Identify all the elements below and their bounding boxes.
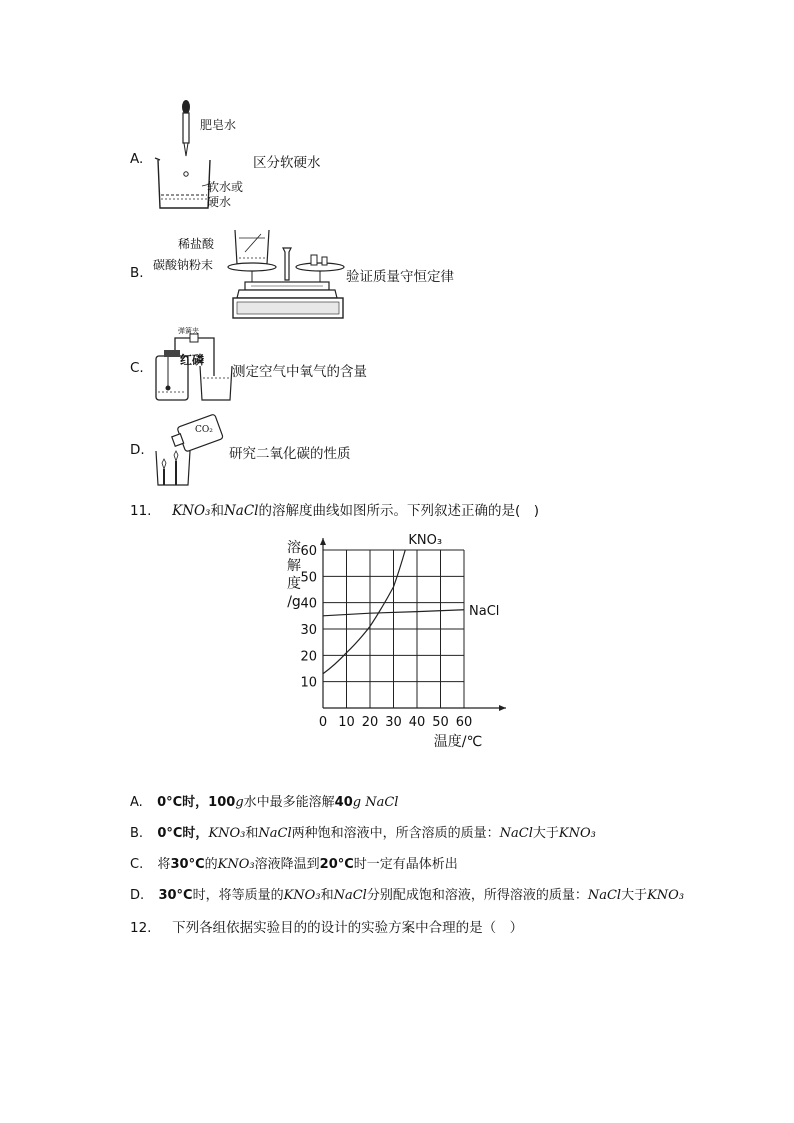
- q11-option-a[interactable]: [130, 791, 398, 810]
- question-11-stem: [130, 499, 539, 519]
- connector-and: 和: [210, 503, 224, 519]
- dropper-tube: [183, 113, 189, 143]
- q11-a-mass: 100: [208, 795, 236, 810]
- q11-d-text-c: 分别配成饱和溶液，所得溶液的质量：: [366, 888, 588, 903]
- formula-kno3: KNO₃: [172, 503, 211, 519]
- label-soap-water: 肥皂水: [200, 118, 237, 132]
- q11-option-c[interactable]: [130, 853, 458, 872]
- phosphorus-spoon: [166, 386, 171, 391]
- x-tick-label: 50: [432, 715, 449, 730]
- x-axis-label: 温度/℃: [433, 734, 483, 750]
- q11-d-f2: NaCl: [333, 888, 367, 903]
- left-pan: [228, 263, 276, 271]
- balance-pillar: [283, 248, 291, 280]
- q11-option-d-letter: D.: [130, 888, 145, 903]
- q11-b-text-c: 两种饱和溶液中，所含溶质的质量：: [291, 826, 500, 841]
- bottle-stopper: [164, 350, 180, 357]
- label-soft-or: 软水或: [207, 180, 244, 194]
- q11-option-b[interactable]: [130, 822, 596, 841]
- y-tick-label: 30: [300, 623, 317, 638]
- question-12-number: 12.: [130, 920, 152, 936]
- q11-b-f2: NaCl: [258, 826, 292, 841]
- balance-base-panel: [237, 302, 339, 314]
- x-tick-label: 30: [385, 715, 402, 730]
- question-12-stem: [130, 916, 523, 936]
- question-11-text: 的溶解度曲线如图所示。下列叙述正确的是( ): [258, 503, 540, 519]
- q11-option-c-letter: C.: [130, 857, 144, 872]
- q11-d-text-a: 时，将等质量的: [192, 888, 284, 903]
- tube-in-beaker: [245, 234, 261, 252]
- flame-low: [162, 459, 166, 469]
- question-12-text: 下列各组依据实验目的的设计的实验方案中合理的是（ ）: [172, 920, 524, 936]
- q11-a-solute: g NaCl: [352, 795, 399, 810]
- weight-2: [322, 257, 327, 265]
- q11-c-t2: 20°C: [319, 857, 354, 872]
- dropper-tip: [184, 143, 188, 156]
- q11-a-temp: 0°C时，: [157, 795, 209, 810]
- y-axis-label: 解: [287, 558, 301, 574]
- y-tick-label: 60: [300, 544, 317, 559]
- water-beaker: [200, 366, 232, 400]
- x-tick-label: 10: [338, 715, 355, 730]
- candle-beaker: [156, 451, 190, 485]
- x-tick-label: 20: [361, 715, 379, 730]
- label-co2: CO₂: [195, 425, 213, 435]
- y-axis-label: 溶: [287, 540, 301, 556]
- y-tick-label: 40: [300, 596, 317, 612]
- flame-high: [174, 451, 178, 461]
- balance-beaker: [235, 230, 269, 264]
- q11-c-text-b: 的: [204, 857, 218, 872]
- q11-c-t1: 30°C: [170, 857, 205, 872]
- y-tick-label: 50: [300, 570, 317, 586]
- y-axis-label: /g: [287, 594, 301, 610]
- beaker-lip: [155, 158, 160, 160]
- q11-a-text: 水中最多能溶解: [243, 795, 335, 810]
- y-axis-arrow: [320, 538, 326, 545]
- q11-d-text-b: 和: [320, 888, 334, 903]
- y-axis-label: 度: [287, 576, 301, 592]
- label-red-phosphorus: 红磷: [180, 353, 205, 367]
- q11-option-b-letter: B.: [130, 826, 144, 841]
- option-b-caption: 验证质量守恒定律: [346, 269, 454, 285]
- weight-1: [311, 255, 317, 265]
- q11-b-f4: KNO₃: [558, 826, 596, 841]
- dropper-bulb: [182, 100, 190, 114]
- option-d-letter: D.: [130, 442, 145, 458]
- x-tick-label: 40: [408, 715, 426, 730]
- q11-b-text-d: 大于: [532, 826, 559, 841]
- q11-b-f1: KNO₃: [208, 826, 246, 841]
- balance-figure: [225, 222, 350, 322]
- q11-d-f1: KNO₃: [283, 888, 321, 903]
- option-b-letter: B.: [130, 265, 144, 281]
- option-a-letter: A.: [130, 151, 144, 167]
- label-sodium-carbonate: 碳酸钠粉末: [153, 258, 214, 272]
- q11-b-text-b: 和: [245, 826, 259, 841]
- label-spring-clamp: 弹簧夹: [178, 327, 199, 335]
- series-label-nacl: NaCl: [469, 603, 500, 619]
- balance-base-top: [237, 290, 337, 298]
- q11-b-f3: NaCl: [499, 826, 533, 841]
- option-c-caption: 测定空气中氧气的含量: [232, 364, 367, 380]
- x-axis-arrow: [499, 705, 506, 711]
- q11-c-text-c: 溶液降温到: [254, 857, 320, 872]
- q11-b-text-a: 0°C时，: [157, 826, 209, 841]
- solubility-chart: [280, 528, 520, 753]
- x-tick-label: 0: [318, 715, 328, 730]
- q11-c-f1: KNO₃: [217, 857, 255, 872]
- q11-a-unit: g: [235, 795, 244, 810]
- option-d-caption: 研究二氧化碳的性质: [229, 446, 351, 462]
- q11-d-f4: KNO₃: [647, 888, 685, 903]
- q11-c-text-d: 时一定有晶体析出: [353, 857, 458, 872]
- q11-d-t1: 30°C: [158, 888, 193, 903]
- drop: [184, 172, 188, 176]
- option-a-caption: 区分软硬水: [253, 155, 321, 171]
- question-11-number: 11.: [130, 503, 152, 519]
- q11-d-f3: NaCl: [587, 888, 622, 903]
- co2-pouring-figure: [152, 413, 230, 487]
- q11-option-a-letter: A.: [130, 795, 143, 810]
- option-c-letter: C.: [130, 360, 144, 376]
- label-hard-water: 硬水: [207, 195, 232, 209]
- right-pan: [296, 263, 344, 271]
- q11-c-text-a: 将: [157, 857, 171, 872]
- label-dilute-hcl: 稀盐酸: [178, 237, 215, 251]
- formula-nacl: NaCl: [223, 503, 259, 519]
- q11-d-text-d: 大于: [621, 888, 648, 903]
- beaker-outline: [158, 160, 210, 208]
- x-tick-label: 60: [455, 715, 473, 730]
- q11-option-d[interactable]: [130, 884, 684, 903]
- series-label-kno3: KNO₃: [408, 533, 443, 548]
- q11-a-amount: 40: [334, 795, 353, 810]
- y-tick-label: 20: [300, 649, 317, 665]
- y-tick-label: 10: [300, 675, 317, 691]
